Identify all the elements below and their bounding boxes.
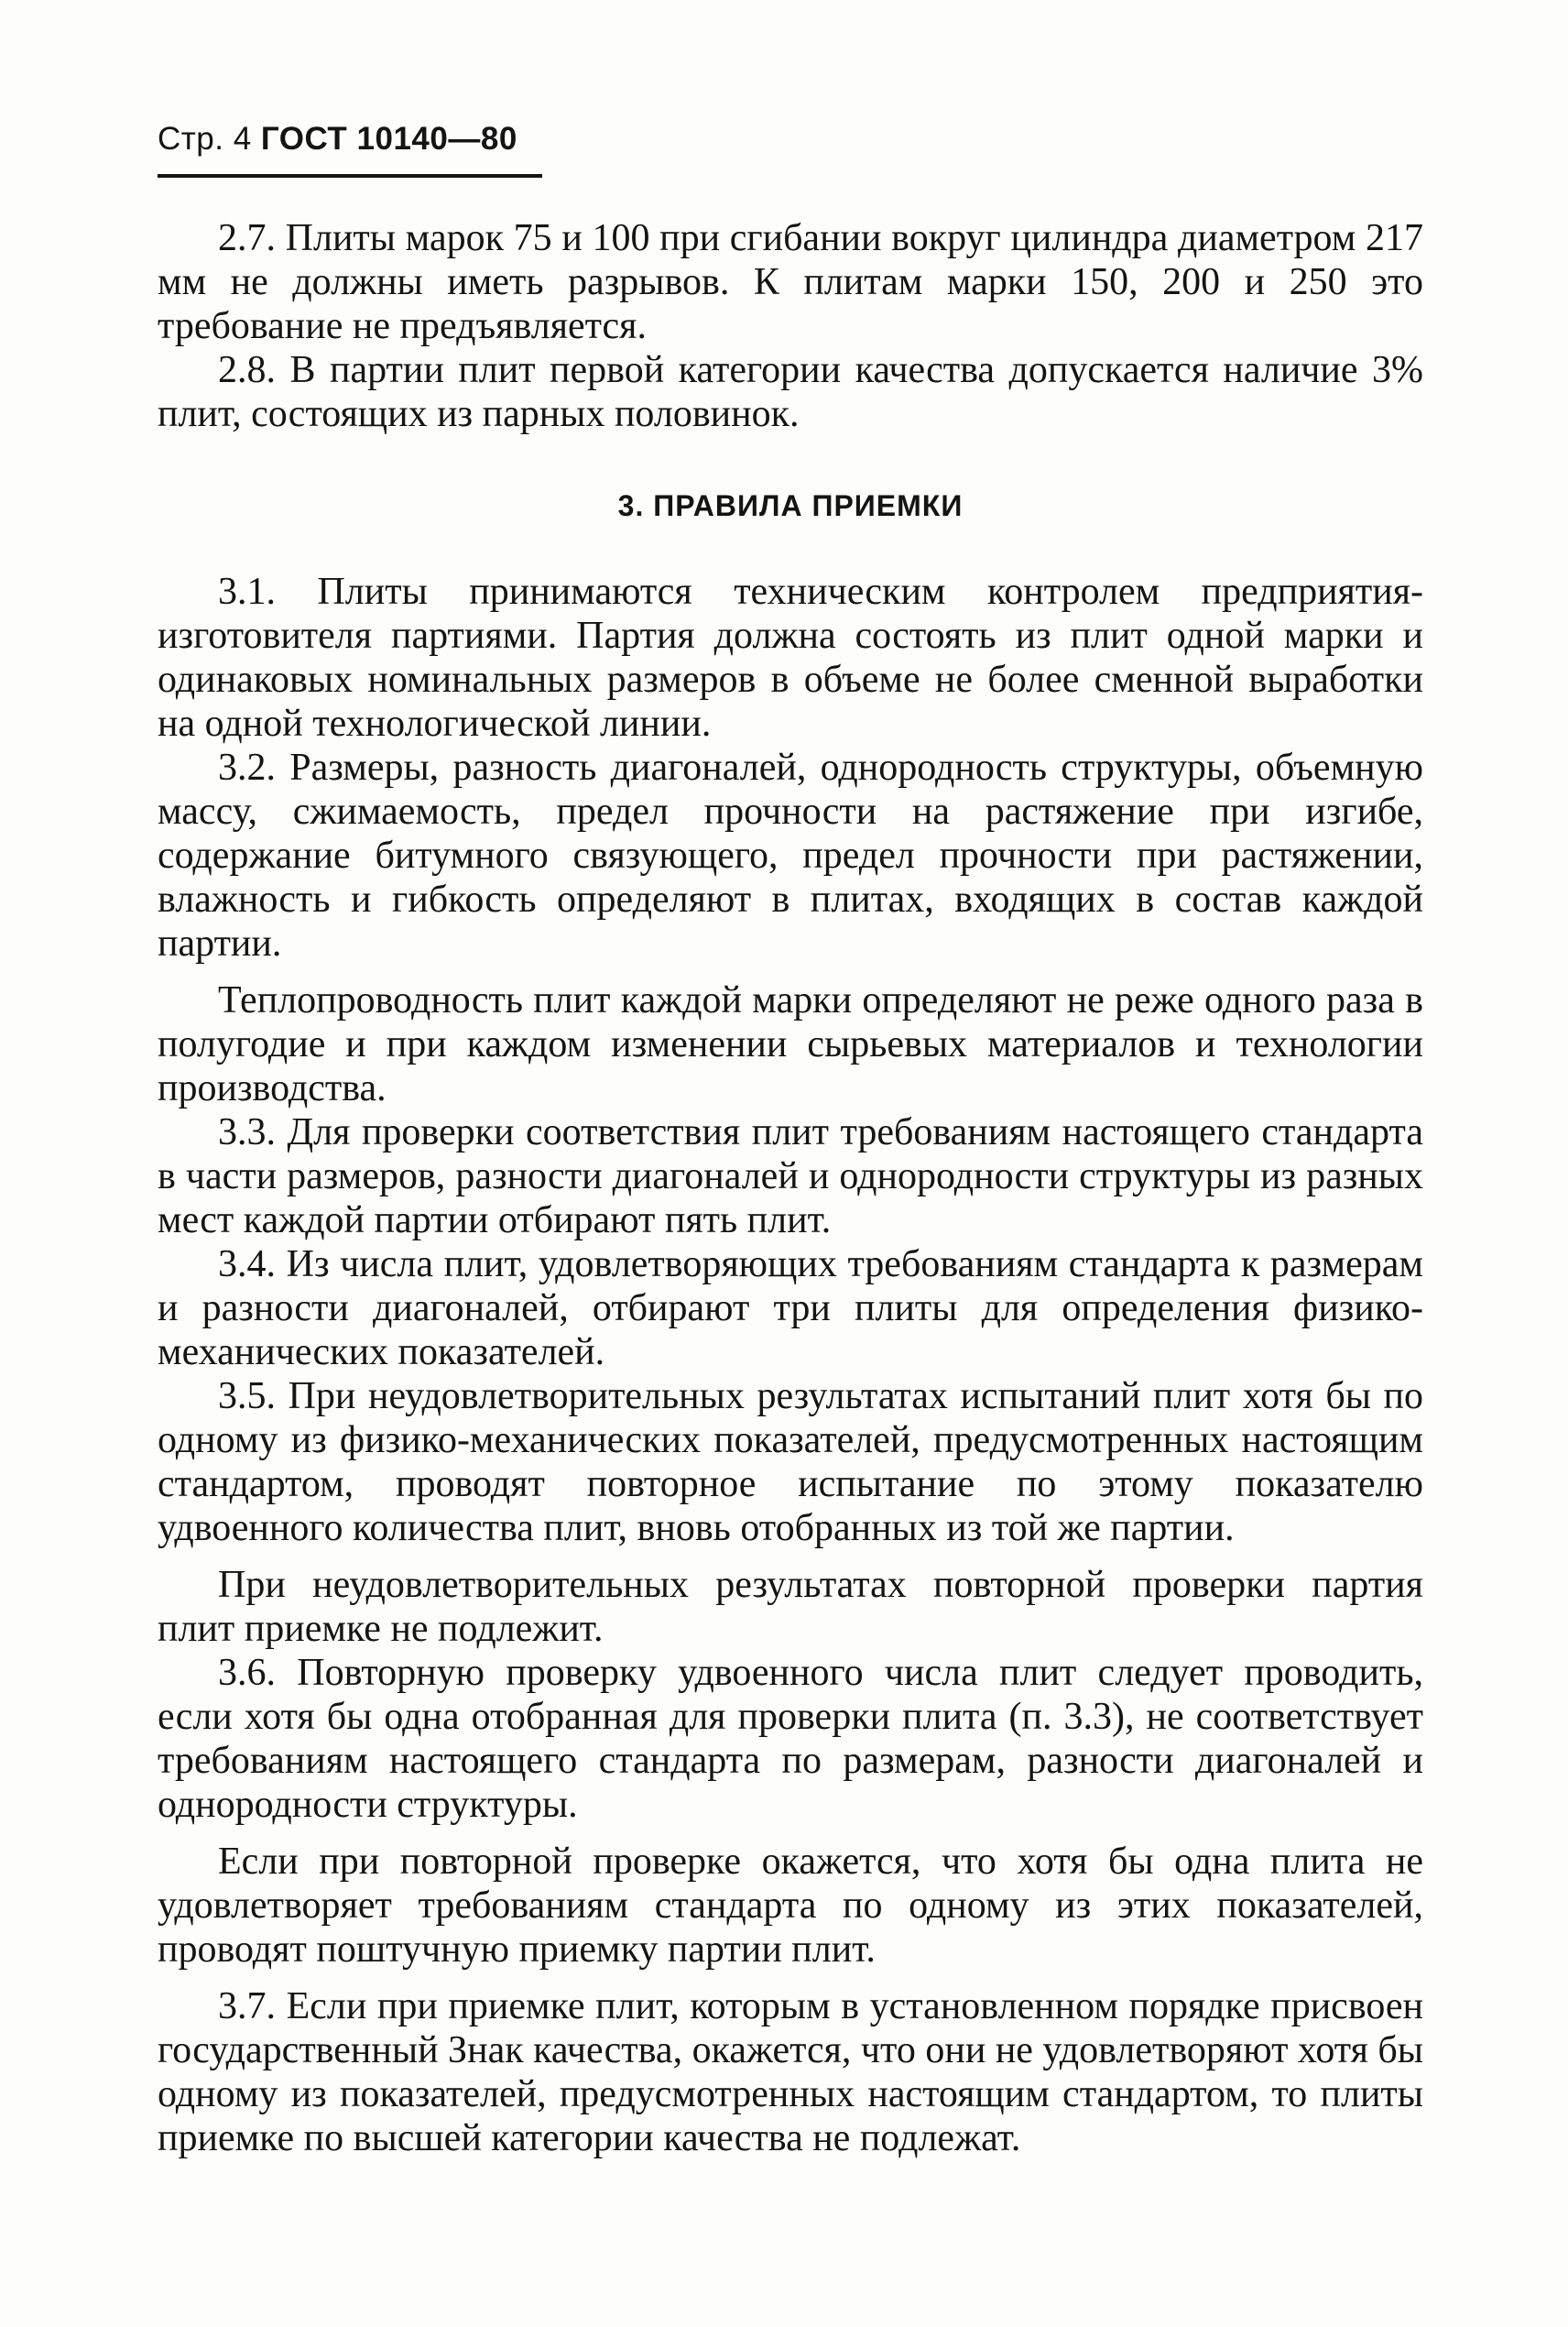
paragraph-3-4: 3.4. Из числа плит, удовлетворяющих требованиям стандарта к размерам и разности диагоналей, отбирают три плиты для определения физико-механических показателей. bbox=[158, 1243, 1423, 1373]
paragraph-3-2-note: Теплопроводность плит каждой марки определяют не реже одного раза в полугодие и при каждом изменении сырьевых материалов и технологии производства. bbox=[158, 979, 1423, 1109]
paragraph-3-6: 3.6. Повторную проверку удвоенного числа плит следует проводить, если хотя бы одна отобранная для проверки плита (п. 3.3), не соответствует требованиям настоящего стандарта по размерам, разности диагоналей и однородности структуры. bbox=[158, 1652, 1423, 1826]
paragraph-3-1: 3.1. Плиты принимаются техническим контролем предприятия-изготовителя партиями. Партия должна состоять из плит одной марки и одинаковых номинальных размеров в объеме не более сменной выработки на одной технологической линии. bbox=[158, 571, 1423, 745]
paragraph-2-8: 2.8. В партии плит первой категории качества допускается наличие 3% плит, состоящих из парных половинок. bbox=[158, 349, 1423, 435]
section-title: 3. ПРАВИЛА ПРИЕМКИ bbox=[617, 489, 964, 522]
standard-code: ГОСТ 10140—80 bbox=[260, 121, 517, 157]
page-header bbox=[158, 121, 517, 158]
paragraph-3-6-note: Если при повторной проверке окажется, что хотя бы одна плита не удовлетворяет требованиям стандарта по одному из этих показателей, проводят поштучную приемку партии плит. bbox=[158, 1841, 1423, 1971]
page-number: Стр. 4 bbox=[158, 121, 252, 157]
paragraph-3-3: 3.3. Для проверки соответствия плит требованиям настоящего стандарта в части размеров, разности диагоналей и однородности структуры из разных мест каждой партии отбирают пять плит. bbox=[158, 1111, 1423, 1241]
paragraph-3-2: 3.2. Размеры, разность диагоналей, однородность структуры, объемную массу, сжимаемость, предел прочности на растяжение при изгибе, содержание битумного связующего, предел прочности при растяжении, влажность и гибкость определяют в плитах, входящих в состав каждой партии. bbox=[158, 747, 1423, 965]
paragraph-3-5-note: При неудовлетворительных результатах повторной проверки партия плит приемке не подлежит. bbox=[158, 1564, 1423, 1650]
paragraph-3-5: 3.5. При неудовлетворительных результатах испытаний плит хотя бы по одному из физико-механических показателей, предусмотренных настоящим стандартом, проводят повторное испытание по этому показателю удвоенного количества плит, вновь отобранных из той же партии. bbox=[158, 1375, 1423, 1549]
paragraph-3-7: 3.7. Если при приемке плит, которым в установленном порядке присвоен государственный Знак качества, окажется, что они не удовлетворяют хотя бы одному из показателей, предусмотренных настоящим стандартом, то плиты приемке по высшей категории качества не подлежат. bbox=[158, 1985, 1423, 2159]
paragraph-2-7: 2.7. Плиты марок 75 и 100 при сгибании вокруг цилиндра диаметром 217 мм не должны иметь разрывов. К плитам марки 150, 200 и 250 это требование не предъявляется. bbox=[158, 217, 1423, 347]
header-divider bbox=[158, 174, 542, 178]
document-body bbox=[158, 216, 1423, 2160]
